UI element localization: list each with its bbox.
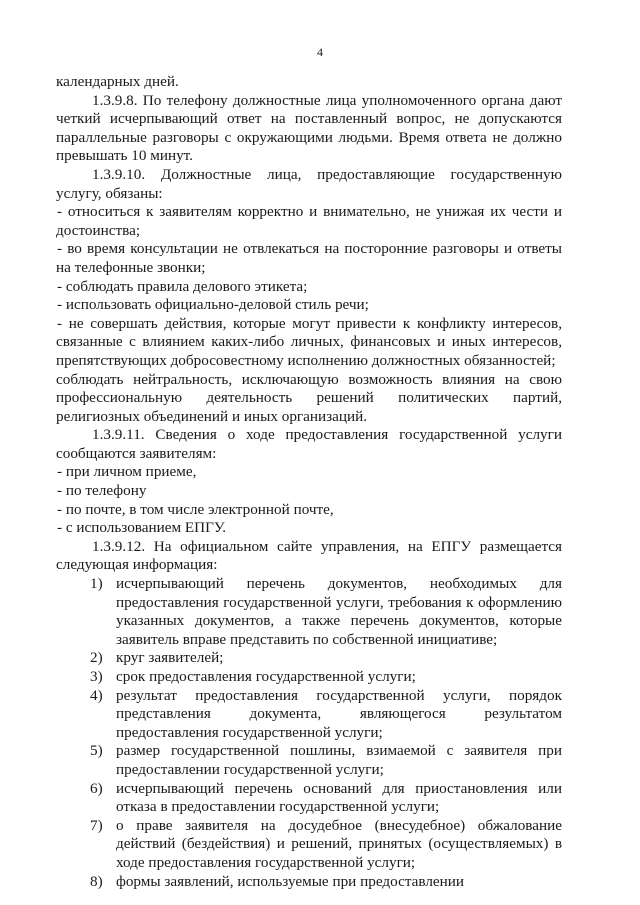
dash-item: - по почте, в том числе электронной почте, xyxy=(57,500,334,518)
document-body xyxy=(56,73,562,891)
list-item-number: 7) xyxy=(90,816,103,834)
list-item xyxy=(56,780,562,817)
list-item-text: результат предоставления государственной услуги, порядок представления документа, являющегося результатом предоставления государственной услуги; xyxy=(116,686,562,741)
paragraph: 1.3.9.10. Должностные лица, предоставляющие государственную услугу, обязаны: xyxy=(56,165,562,202)
list-item-number: 5) xyxy=(90,742,103,760)
list-item xyxy=(56,649,562,668)
dash-item: - во время консультации не отвлекаться на посторонние разговоры и ответы на телефонные звонки; xyxy=(56,240,562,276)
list-item xyxy=(56,817,562,873)
dash-item: - с использованием ЕПГУ. xyxy=(57,519,227,537)
list-item xyxy=(56,687,562,743)
dash-item: - не совершать действия, которые могут привести к конфликту интересов, связанные с влиянием каких-либо личных, финансовых и иных интересов, препятствующих добросовестному исполнению должностных обязанностей; xyxy=(56,314,562,369)
list-item xyxy=(56,742,562,779)
paragraph: 1.3.9.11. Сведения о ходе предоставления государственной услуги сообщаются заявителям: xyxy=(56,426,562,462)
list-item-text: исчерпывающий перечень документов, необходимых для предоставления государственной услуги, требования к оформлению указанных документов, а также перечень документов, которые заявитель вправе представить по собственной инициативе; xyxy=(116,575,562,648)
list-item-number: 8) xyxy=(90,872,103,890)
paragraph: календарных дней. xyxy=(56,73,179,90)
list-item xyxy=(56,873,562,892)
dash-item: - при личном приеме, xyxy=(57,463,197,481)
list-item-text: формы заявлений, используемые при предоставлении xyxy=(116,872,465,890)
list-item-number: 2) xyxy=(90,649,103,667)
list-item-number: 1) xyxy=(90,575,103,593)
list-item-number: 3) xyxy=(90,668,103,685)
list-item xyxy=(56,575,562,649)
dash-item: - относиться к заявителям корректно и внимательно, не унижая их чести и достоинства; xyxy=(56,203,562,239)
dash-item: - по телефону xyxy=(57,482,147,500)
list-item-number: 6) xyxy=(90,779,103,797)
dash-item: - соблюдать правила делового этикета; xyxy=(57,277,308,295)
list-item-number: 4) xyxy=(90,686,103,704)
dash-item: - использовать официально-деловой стиль речи; xyxy=(57,296,369,314)
paragraph: 1.3.9.8. По телефону должностные лица уполномоченного органа дают четкий исчерпывающий ответ на поставленный вопрос, не допускаются параллельные разговоры с окружающими людьми. Время ответа не должно превышать 10 минут. xyxy=(56,91,562,165)
list-item xyxy=(56,668,562,687)
list-item-text: о праве заявителя на досудебное (внесудебное) обжалование действий (бездействия) и решений, принятых (осуществляемых) в ходе предоставления государственной услуги; xyxy=(116,816,562,871)
list-item-text: размер государственной пошлины, взимаемой с заявителя при предоставлении государственной услуги; xyxy=(116,742,562,778)
page-number: 4 xyxy=(317,45,323,59)
list-item-text: срок предоставления государственной услуги; xyxy=(116,668,416,685)
numbered-list xyxy=(56,575,562,891)
paragraph: 1.3.9.12. На официальном сайте управления, на ЕПГУ размещается следующая информация: xyxy=(56,537,562,574)
paragraph: соблюдать нейтральность, исключающую возможность влияния на свою профессиональную деятельность решений политических партий, религиозных объединений и иных организаций. xyxy=(56,370,562,425)
list-item-text: исчерпывающий перечень оснований для приостановления или отказа в предоставлении государственной услуги; xyxy=(116,779,562,816)
list-item-text: круг заявителей; xyxy=(116,649,224,667)
